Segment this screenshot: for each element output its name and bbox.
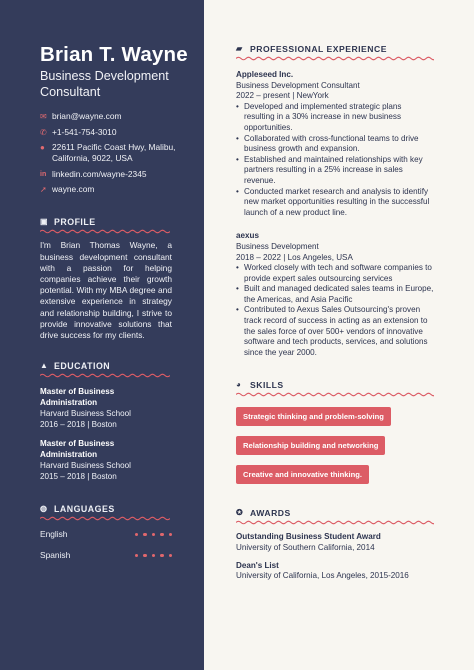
- award-org: University of Southern California, 2014: [236, 543, 375, 553]
- job-dates: 2022 – present | NewYork: [236, 91, 329, 101]
- job-bullet: • Built and managed dedicated sales teams in Europe, the Americas, and Asia Pacific: [236, 284, 434, 305]
- education-item: [40, 438, 172, 482]
- languages-title: LANGUAGES: [54, 504, 115, 515]
- job-dates: 2018 – 2022 | Los Angeles, USA: [236, 252, 353, 262]
- contact-website[interactable]: [40, 184, 204, 195]
- job-entry: [236, 70, 434, 218]
- contact-address-text: 22611 Pacific Coast Hwy, Malibu, California, 9022, USA: [52, 142, 176, 164]
- education-school: Harvard Business School: [40, 409, 131, 419]
- experience-heading: [236, 44, 434, 54]
- award-medal-icon: ✪: [236, 508, 244, 518]
- education-section: [40, 361, 172, 482]
- language-row: [40, 550, 172, 560]
- profile-text: I'm Brian Thomas Wayne, a business development consultant with a passion for helping companies achieve their growth potential. With my MBA degree and extensive experience in strategy and relationship building, I strive to provide innovative solutions that drive success for my clients.: [40, 240, 172, 340]
- education-heading: [40, 361, 172, 371]
- education-dates: 2015 – 2018 | Boston: [40, 472, 117, 482]
- award-item: [236, 532, 434, 553]
- job-bullet: • Conducted market research and analysis to identify new market opportunities resulting in the successful launch of a new product line.: [236, 187, 434, 219]
- contact-phone[interactable]: [40, 127, 204, 138]
- language-row: [40, 529, 172, 539]
- contact-address: [40, 142, 204, 164]
- education-degree: Master of Business Administration: [40, 439, 115, 460]
- profile-section: [40, 217, 172, 341]
- skills-title: SKILLS: [250, 380, 284, 391]
- language-level-dots: [135, 554, 172, 557]
- section-divider: [236, 56, 434, 61]
- award-title: Outstanding Business Student Award: [236, 532, 381, 542]
- languages-section: [40, 504, 172, 560]
- education-school: Harvard Business School: [40, 461, 131, 471]
- briefcase-icon: ▰: [236, 44, 243, 53]
- link-icon: ➚: [40, 185, 47, 195]
- language-name: Spanish: [40, 550, 71, 561]
- job-company: aexus: [236, 231, 259, 241]
- job-bullet: • Collaborated with cross-functional teams to drive business growth and expansion.: [236, 134, 434, 155]
- education-title: EDUCATION: [54, 361, 111, 372]
- main-column: [236, 44, 434, 582]
- phone-icon: ✆: [40, 127, 47, 137]
- award-org: University of California, Los Angeles, 2015-2016: [236, 571, 409, 581]
- job-bullets: [236, 102, 434, 219]
- job-company: Appleseed Inc.: [236, 70, 294, 79]
- contact-email-text: brian@wayne.com: [52, 111, 122, 121]
- graduation-cap-icon: ▲: [40, 361, 49, 371]
- award-item: [236, 561, 434, 582]
- candidate-role: Business Development Consultant: [40, 69, 169, 99]
- awards-title: AWARDS: [250, 508, 291, 519]
- skill-tag: Strategic thinking and problem-solving: [236, 407, 391, 426]
- globe-icon: ◍: [40, 504, 48, 514]
- palette-icon: ◕: [236, 380, 242, 390]
- email-icon: ✉: [40, 112, 47, 121]
- job-bullet: • Established and maintained relationships with key partners resulting in a 25% increase in sales revenue.: [236, 155, 434, 187]
- location-pin-icon: ●: [40, 143, 45, 153]
- contact-phone-text: +1-541-754-3010: [52, 126, 117, 137]
- profile-title: PROFILE: [54, 217, 96, 228]
- education-dates: 2016 – 2018 | Boston: [40, 420, 117, 430]
- skills-heading: [236, 380, 434, 390]
- awards-section: [236, 508, 434, 581]
- section-divider: [40, 373, 170, 378]
- experience-section: [236, 44, 434, 358]
- job-bullet: • Worked closely with tech and software companies to provide expert sales outsourcing services: [236, 263, 434, 284]
- languages-heading: [40, 504, 172, 514]
- contact-list: [40, 111, 204, 195]
- skill-tag: Creative and innovative thinking.: [236, 465, 369, 484]
- award-title: Dean's List: [236, 560, 279, 570]
- section-divider: [40, 516, 170, 521]
- education-item: [40, 386, 172, 430]
- section-divider: [40, 229, 170, 234]
- education-degree: Master of Business Administration: [40, 387, 115, 408]
- language-name: English: [40, 529, 68, 540]
- contact-linkedin[interactable]: [40, 169, 204, 180]
- job-bullets: [236, 263, 434, 358]
- job-bullet: • Developed and implemented strategic plans resulting in a 30% increase in new business opportunities.: [236, 102, 434, 134]
- job-bullet: • Contributed to Aexus Sales Outsourcing's proven track record of success in acting as an extension to the sales force of over 500+ vendors of innovative software and tech products, services, and solutions since the year 2000.: [236, 305, 434, 358]
- linkedin-icon: in: [40, 170, 47, 178]
- contact-email[interactable]: [40, 111, 204, 122]
- skills-section: [236, 380, 434, 484]
- candidate-name: Brian T. Wayne: [40, 43, 188, 66]
- awards-heading: [236, 508, 434, 518]
- skills-list: [236, 397, 434, 484]
- job-position: Business Development Consultant: [236, 80, 360, 90]
- job-entry: [236, 231, 434, 358]
- job-position: Business Development: [236, 241, 319, 251]
- skill-tag: Relationship building and networking: [236, 436, 385, 455]
- contact-linkedin-text: linkedin.com/wayne-2345: [52, 168, 147, 179]
- id-card-icon: ▣: [40, 217, 49, 227]
- sidebar: [0, 0, 204, 670]
- profile-heading: [40, 217, 172, 227]
- contact-website-text: wayne.com: [52, 184, 95, 195]
- experience-title: PROFESSIONAL EXPERIENCE: [250, 44, 387, 54]
- language-level-dots: [135, 533, 172, 536]
- section-divider: [236, 520, 434, 525]
